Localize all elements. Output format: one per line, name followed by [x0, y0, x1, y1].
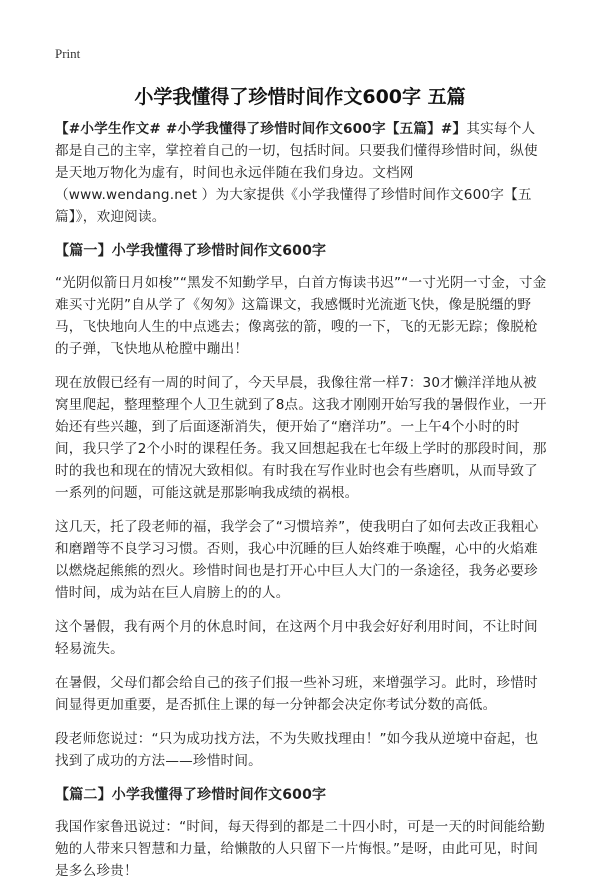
paragraph: 这个暑假，我有两个月的休息时间，在这两个月中我会好好利用时间，不让时间轻易流失。	[55, 619, 538, 657]
document-title: 小学我懂得了珍惜时间作文600字 五篇	[134, 86, 466, 108]
document-body	[55, 118, 547, 894]
paragraph: 段老师您说过：“只为成功找方法，不为失败找理由！”如今我从逆境中奋起，也找到了成功的方法——珍惜时间。	[55, 731, 539, 769]
paragraph: 现在放假已经有一周的时间了，今天早晨，我像往常一样7：30才懒洋洋地从被窝里爬起，整理整理个人卫生就到了8点。这我才刚刚开始写我的暑假作业，一开始还有些兴趣，到了后面逐渐消失，便开始了“磨洋功”。一上午4个小时的时间，我只学了2个小时的课程任务。我又回想起我在七年级上学时的那段时间，那时的我也和现在的情况大致相似。有时我在写作业时也会有些磨叽，从而导致了一系列的问题，可能这就是那影响我成绩的祸根。	[55, 375, 547, 501]
section-heading-2: 【篇二】小学我懂得了珍惜时间作文600字	[55, 787, 327, 803]
paragraph: 这几天，托了段老师的福，我学会了“习惯培养”，使我明白了如何去改正我粗心和磨蹭等不良学习习惯。否则，我心中沉睡的巨人始终难于唤醒，心中的火焰难以燃烧起熊熊的烈火。珍惜时间也是打开心中巨人大门的一条途径，我务必要珍惜时间，成为站在巨人肩膀上的的人。	[55, 519, 539, 601]
intro-text: 其实每个人都是自己的主宰，掌控着自己的一切，包括时间。只要我们懂得珍惜时间，纵使是天地万物化为虚有，时间也永远伴随在我们身边。文档网（www.wendang.net ）为大家提供《小学我懂得了珍惜时间作文600字【五篇】》，欢迎阅读。	[55, 121, 538, 225]
section-heading-1: 【篇一】小学我懂得了珍惜时间作文600字	[55, 243, 327, 259]
paragraph: 在暑假，父母们都会给自己的孩子们报一些补习班，来增强学习。此时，珍惜时间显得更加重要，是否抓住上课的每一分钟都会决定你考试分数的高低。	[55, 675, 538, 713]
print-link[interactable]: Print	[55, 46, 81, 61]
paragraph: 我国作家鲁迅说过：“时间，每天得到的都是二十四小时，可是一天的时间能给勤勉的人带来只智慧和力量，给懒散的人只留下一片悔恨。”是呀，由此可见，时间是多么珍贵！	[55, 819, 546, 879]
intro-paragraph	[55, 118, 547, 228]
paragraph: “光阴似箭日月如梭”“黑发不知勤学早，白首方悔读书迟”“一寸光阴一寸金，寸金难买寸光阴”自从学了《匆匆》这篇课文，我感慨时光流逝飞快，像是脱缰的野马，飞快地向人生的中点逃去；像离弦的箭，嗖的一下，飞的无影无踪；像脱枪的子弹，飞快地从枪膛中蹦出！	[55, 275, 547, 357]
intro-lead: 【#小学生作文# #小学我懂得了珍惜时间作文600字【五篇】#】	[55, 121, 467, 137]
